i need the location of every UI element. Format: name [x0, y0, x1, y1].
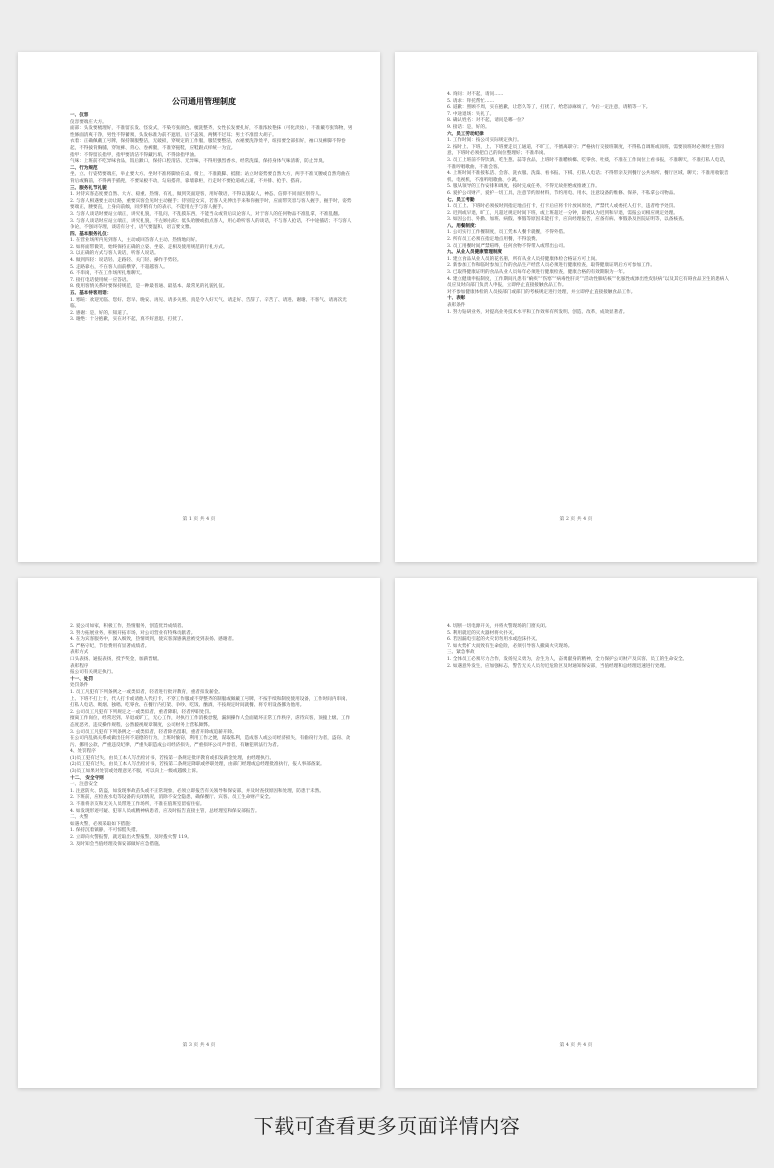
paragraph: 6. 不串岗，不在工作场所扎堆聊天。: [70, 271, 145, 277]
section-heading: 十一、处罚: [70, 676, 93, 682]
paragraph: (2)员工犯有过失，由员工本人写出检讨书，若按第二条规定降职或停职处理，由部门经理或总经理批准执行，报人事部备案。: [70, 762, 325, 768]
download-caption: 下载可查看更多页面详情内容: [253, 1114, 521, 1138]
paragraph: 2. 立即向火警报警，就近取出火警报警，及时拨火警 119。: [70, 835, 192, 840]
paragraph: 2. 与客人相遇要主动让路，重要宾客会见时主动握手；待别是女宾，若客人先伸出手来和你握手时，应面带笑容与客人握手，握手时，姿势要端正，腰要直，上身向前倾，同步稍有力的表示，不能用左手与客人握手。: [70, 198, 352, 211]
paragraph: 2. 感谢：是，好的，知道了。: [70, 310, 131, 316]
paragraph: 仪容要端庄大方。: [70, 119, 107, 125]
page-text: [447, 624, 731, 670]
document-page-3: [18, 578, 380, 1088]
section-heading: 九、从业人员健康管理制度: [447, 250, 503, 256]
paragraph: 1. 注意防火、防盗，如发现事故苗头或不正常现象，必须立即报告有关领导和保安部，并及时查找原因和处理，防患于未然。: [70, 788, 324, 794]
page-number: 第 2 页 共 4 页: [559, 517, 593, 522]
page-number: 第 4 页 共 4 页: [559, 1043, 593, 1048]
paragraph: 4. 在为宾客服务中，深入细致，热情周到，使宾客深感满意被受到表扬、感谢者。: [70, 637, 237, 643]
paragraph: 6. 道歉：照顾不周，实在抱歉，让您久等了，打扰了，给您添麻烦了，今后一定注意，请稍等一下。: [447, 105, 651, 111]
paragraph: 表彰程序: [70, 663, 89, 669]
paragraph: 如遇火警，必须采取如下措施：: [70, 821, 135, 827]
paragraph: 面部：头发要梳理好，不准留长发、怪发式，不染夸张颜色。梳洗整齐，女性长发要扎好，不准浓妆艳抹（可化淡妆），不准戴夸张饰物，男性修面清爽干净，男性不得蓄须，头发标准为前不遮眉，后不盖领，两侧不过耳；男士不准留大胡子。: [70, 126, 353, 138]
paragraph: 3. 努力拓展业务，积极开拓市场，对公司营业有特殊贡献者。: [70, 630, 196, 636]
section-heading: 十、表彰: [447, 296, 466, 302]
paragraph: 5. 严格守纪，节俭费用有显著成绩者。: [70, 643, 150, 649]
paragraph: 指甲：不得留长指甲，指甲要清洁不得藏污垢，不得涂指甲油。: [70, 152, 199, 158]
paragraph: 4. 询问：对不起，请问……: [447, 92, 504, 97]
paragraph: 4. 切断一切电源开关，并将火警现场的门窗关闭。: [447, 624, 550, 629]
section-heading: 二、行为规范: [70, 165, 98, 171]
paragraph: 5. 走路靠右，不在客人面前横穿，不超越客人。: [70, 264, 168, 270]
paragraph: 二、火警: [70, 815, 89, 821]
paragraph: 1. 建立食品从业人员的花名册，所有从业人员持健康体检合格证方可上岗。: [447, 256, 600, 262]
paragraph: 3. 以正确的方式与客人说话，听客人说话。: [70, 251, 159, 257]
document-title: 公司通用管理制度: [172, 96, 236, 106]
section-heading: 一、仪容: [70, 113, 89, 118]
paragraph: 一、注意安全: [70, 782, 98, 788]
paragraph: 3. 如因公出、外勤、加班、病假、事假等原因未能打卡，应向经理报告，应备有病、事假条及医院证明等，以备核查。: [447, 217, 688, 223]
paragraph: 1. 工作时间：按公司实际规定执行。: [447, 138, 522, 144]
paragraph: 2. 公司员工凡犯有下列规定之一或类似者，重者降职，轻者停职处罚。: [70, 709, 214, 715]
paragraph: 2. 爱公司如家，积极工作，热情服务，创造优异成绩者。: [70, 624, 187, 629]
paragraph: 1. 寒暄：欢迎光临、您好、您早、晚安、再见、请多关照、真是令人好天气、请走好、告辞了、辛苦了、请进、谢谢、不客气、请再次光临。: [70, 297, 347, 310]
paragraph: 衣着：正确佩戴工号牌，保持制服整洁，无破损，穿规定的工作服，服装要整洁，衣裙要洗净烫平，纽扣要全部扣好，袖口及裤脚不得卷起，不得披背胸脯，穿短裤、背心、卷裤腿，不准穿拖鞋，应鞋跟式样统一为宜。: [70, 139, 346, 151]
paragraph: 表彰方式: [70, 650, 89, 656]
paragraph: 9. 接话：是，好的。: [447, 124, 490, 130]
page-text: [447, 92, 731, 316]
section-heading: 十二、 安全守则: [70, 775, 104, 781]
paragraph: 4. 建立健康申报制度，工作期间凡患有“痢疾”“伤寒”“病毒性肝炎”“活动性肺结核”“化脓性或渗出性皮肤病”以及其它有碍食品卫生的患病人员应及时向部门负责人申报，立即停止直接接触食品工作。: [447, 276, 729, 289]
paragraph: 1. 员工上、下班时必须按时到指定地点打卡，打卡后应将卡片放回原处，严禁代人或委托人打卡，违者给予处罚。: [447, 204, 678, 210]
paragraph: 3. 与客人谈话时应站立端正，讲究礼貌，不左顾右盼；低头哈腰或指点客人，用心聆听客人的谈话，不与客人抢话，不中途插话；不与客人争论，不强词夺理，谈话有分寸，语气要温和，语言要文雅。: [70, 218, 352, 231]
paragraph: (1)员工犯有过失，由员工本人写出检讨书，若按第一条规定批评教育或扣发薪金处理，由经理执行。: [70, 755, 275, 761]
paragraph: 1. 对待宾客态度要自然、大方、稳重、热情、有礼，做到笑面迎客，用好敬语，不得以貌取人，神态、信仰不同而区别待人。: [70, 192, 324, 198]
page-content: [70, 624, 354, 848]
page-number: 第 1 页 共 4 页: [182, 517, 216, 522]
paragraph: 4. 如发现形迹可疑、犯罪人员或精神病患者，应及时报告直接主管，总经理室和保安部报告。: [70, 808, 260, 814]
paragraph: 3. 员工上班前不得饮酒，吃生葱、蒜等食品，上班时不准嚼槟榔、吃零食、吐痰，不准在工作岗位上看书报，不准聊天，不准打私人电话，不准哼唱歌曲，不准会客。: [447, 157, 729, 170]
paragraph: (3)员工如果对处罚或处理意见不服，可以向上一级或越级上诉。: [70, 769, 201, 775]
document-page-2: [395, 52, 757, 562]
page-text: [70, 624, 354, 848]
paragraph: 5. 服从领导的工作安排和调度，按时完成任务，不得无故拒绝或推诿工作。: [447, 184, 600, 190]
paragraph: 上、下班不打上卡，代人打卡或请他人代打卡，不穿工作服或不穿整齐的制服或佩戴工号牌，不按手续和制度使用设备，工作时间内串岗、打私人电话、吸烟、独唱、吃零食、在餐厅内打架、争吵、吃饭、酗酒，不按规定时间就餐、将专用设备挪为他用。: [70, 696, 351, 709]
paragraph: 2. 迟到或早退，旷工，凡超过规定时间下班，或上班超过一分钟，即被认为迟到和早退，需报公司相应规定处理。: [447, 210, 678, 216]
paragraph: 1. 全体员工必须尽力合作，发扬见义勇为，舍生为人，奋勇献身的精神，全力保护公司财产及宾客、员工的生命安全。: [447, 656, 688, 662]
paragraph: 3. 员工用餐时间严禁喧哗，任何食物不得带入或带出公司。: [447, 243, 568, 249]
paragraph: 3. 不准将亲友和无关人员带进工作场所，不准在值班室留宿住宿。: [70, 802, 205, 808]
paragraph: 7. 中途退场：失礼了。: [447, 111, 495, 117]
paragraph: 6. 爱护公司财产，爱护一切工具，注意节约原材料，节约用电、用水，注意设备的维修、保养，不私拿公司物品。: [447, 190, 678, 196]
paragraph: 对不参加健康体检的人员按部门或部门的考核规定进行处理，并立即停止直接接触食品工作。: [447, 289, 636, 295]
paragraph: 1. 在营业场所内见到客人，主动或回答客人主动、热情地问好。: [70, 238, 200, 244]
paragraph: 处罚条件: [70, 683, 89, 689]
section-heading: 三、服务礼节礼貌: [70, 185, 107, 191]
paragraph: 2. 如将面带微笑，始终保持正确的立姿、坐姿、走相及使用规范的行礼方式。: [70, 244, 228, 250]
paragraph: 1. 员工凡犯有下列条例之一或类似者，轻者进行批评教育，重者扣发薪金。: [70, 689, 223, 695]
paragraph: 7. 如火势扩大而致有生命危险，必须引导客人撤离火灾现场。: [447, 643, 573, 649]
paragraph: 3. 公司员工凡犯有下列条例之一或类似者，轻者除名留职，重者开除或追薪开除。: [70, 729, 237, 735]
paragraph: 2. 所有员工必须在指定地点用餐，不得浪费。: [447, 237, 541, 243]
paragraph: 8. 使用客情关系时要保持规范，是一种最普通、最基本、最常见的礼貌礼仪。: [70, 284, 228, 290]
paragraph: 三、紧急事故: [447, 650, 475, 656]
section-heading: 七、员工考勤: [447, 197, 475, 203]
paragraph: 5. 请求：拜托帮忙……: [447, 98, 495, 104]
paragraph: 7. 接打电话使用统一应答语。: [70, 277, 131, 283]
paragraph: 8. 确认姓名：对不起，请问是哪一位？: [447, 118, 527, 124]
page-number: 第 3 页 共 4 页: [182, 1043, 216, 1048]
paragraph: 1. 公司实行工作餐制度，员工凭本人餐卡就餐，不得外借。: [447, 230, 568, 236]
paragraph: 4. 做到四轻：说话轻、走路轻、关门轻、操作手势轻。: [70, 258, 182, 264]
document-page-4: [395, 578, 757, 1088]
paragraph: 2. 新参加工作和临时参加工作的食品生产经营人员必须进行健康检查，取得健康证明后方可参加工作。: [447, 263, 655, 269]
section-heading: 五、基本待客用语：: [70, 291, 112, 297]
paragraph: 擅离工作岗位，经常迟到、早退或旷工，无心工作，对执行工作消极怠慢，漏洞操作人会面破坏正常工作秩序，虐待宾客，顶撞上级、工作态度恶劣，违反操作规程，公然藐视规章制度，公司财务上营私舞弊。: [70, 716, 351, 728]
paragraph: 3. 谢绝：十分抱歉，实在对不起，真不好意思，打扰了。: [70, 317, 187, 323]
paragraph: 2. 按时上、下班，上、下班要走员工通道，不旷工，不擅离职守；严格执行交接班制度，不得私自调班或顶班，需要顶班时必须经主管同意，下班时必须把自己的岗位整理好；不准串岗。: [447, 144, 724, 157]
page-text: [70, 113, 354, 324]
paragraph: 2. 下班前，应检查水电等设备的关闭情况，消除不安全隐患，确保餐厅、宾客、员工生命财产安全。: [70, 795, 274, 801]
paragraph: 3. 与客人谈话时要站立端正，讲究礼貌，不乱问，不乱摸东西，不能当众或背后议论客人，对于客人的任何物品不准乱拿，不准乱翻。: [70, 211, 343, 217]
paragraph: 4、处罚程序: [70, 749, 96, 755]
paragraph: 报公司有关规定执行。: [70, 670, 116, 676]
paragraph: 4. 上班时间不准接私活、会客、洗衣服、洗澡、看书报、下棋、打私人电话；不得带亲友到餐厅公共场所、餐厅区域、聊天；不准用收银音机、电视机，不准听唱歌曲、小调。: [447, 171, 729, 183]
section-heading: 六、员工劳动纪律: [447, 131, 484, 137]
paragraph: 在公司内乱搞关系或做出任何不道德的行为，上班时偷窃，利用工作之便，谋取私利，造成客人或公司经济损失，有偷窃行为者，盗窃、贪污、挪用公款，严重违反纪律，严重失职造成公司经济损失，严重损坏公司声誉者，有触犯刑法行为者。: [70, 736, 351, 748]
paragraph: 5. 利用就近的灭火器材将火扑灭。: [447, 630, 518, 636]
paragraph: 表彰条件: [447, 303, 466, 308]
section-heading: 四、基本服务礼仪：: [70, 231, 112, 237]
section-heading: 八、用餐制度：: [447, 223, 480, 229]
paragraph: 3. 已取得健康证明的食品从业人员每年必须进行健康检查，健康合格的有效期限为一年。: [447, 270, 628, 276]
page-content: [70, 96, 354, 324]
paragraph: 气味：上班前不吃异味食品，饭后漱口，保持口腔清洁、无异味，不得用强烈香水，经常洗澡，保持身体气味清新，防止异臭。: [70, 159, 328, 165]
paragraph: 1. 努力钻研业务，对提高业务技术水平和工作效率有所发明、创造、改革，成效显著者。: [447, 309, 628, 315]
document-page-1: [18, 52, 380, 562]
paragraph: 3. 及时知会当值经理及保安部做好应急措施。: [70, 841, 164, 847]
paragraph: 1. 保持沉着镇静，不可惊慌失措。: [70, 828, 141, 834]
paragraph: 2. 如遇意外发生，应加强标志，警告无关人员勿近危险区及时通知保安部，当值经理和总经理迅速进行处理。: [447, 663, 669, 669]
page-content: [447, 92, 731, 316]
page-content: [447, 624, 731, 670]
paragraph: 口头表扬、通报表扬，授予奖金，加薪晋级。: [70, 656, 162, 662]
paragraph: 坐、立、行姿势要端庄，举止要大方。坐时不准将脚放在桌、椅上，不准跷脚、抵腿；站立时姿势要自然大方，两手不准叉腰或自然弯曲在背后或胸前，不得两手插兜，不要呆板不动，勾肩搭背，靠墙靠柜，行走时不要抢道或占道，不并排、抢手、搭肩。: [70, 172, 351, 184]
paragraph: 6. 若因漏电引起的火灾切勿用水或泡沫扑灭。: [447, 637, 541, 643]
